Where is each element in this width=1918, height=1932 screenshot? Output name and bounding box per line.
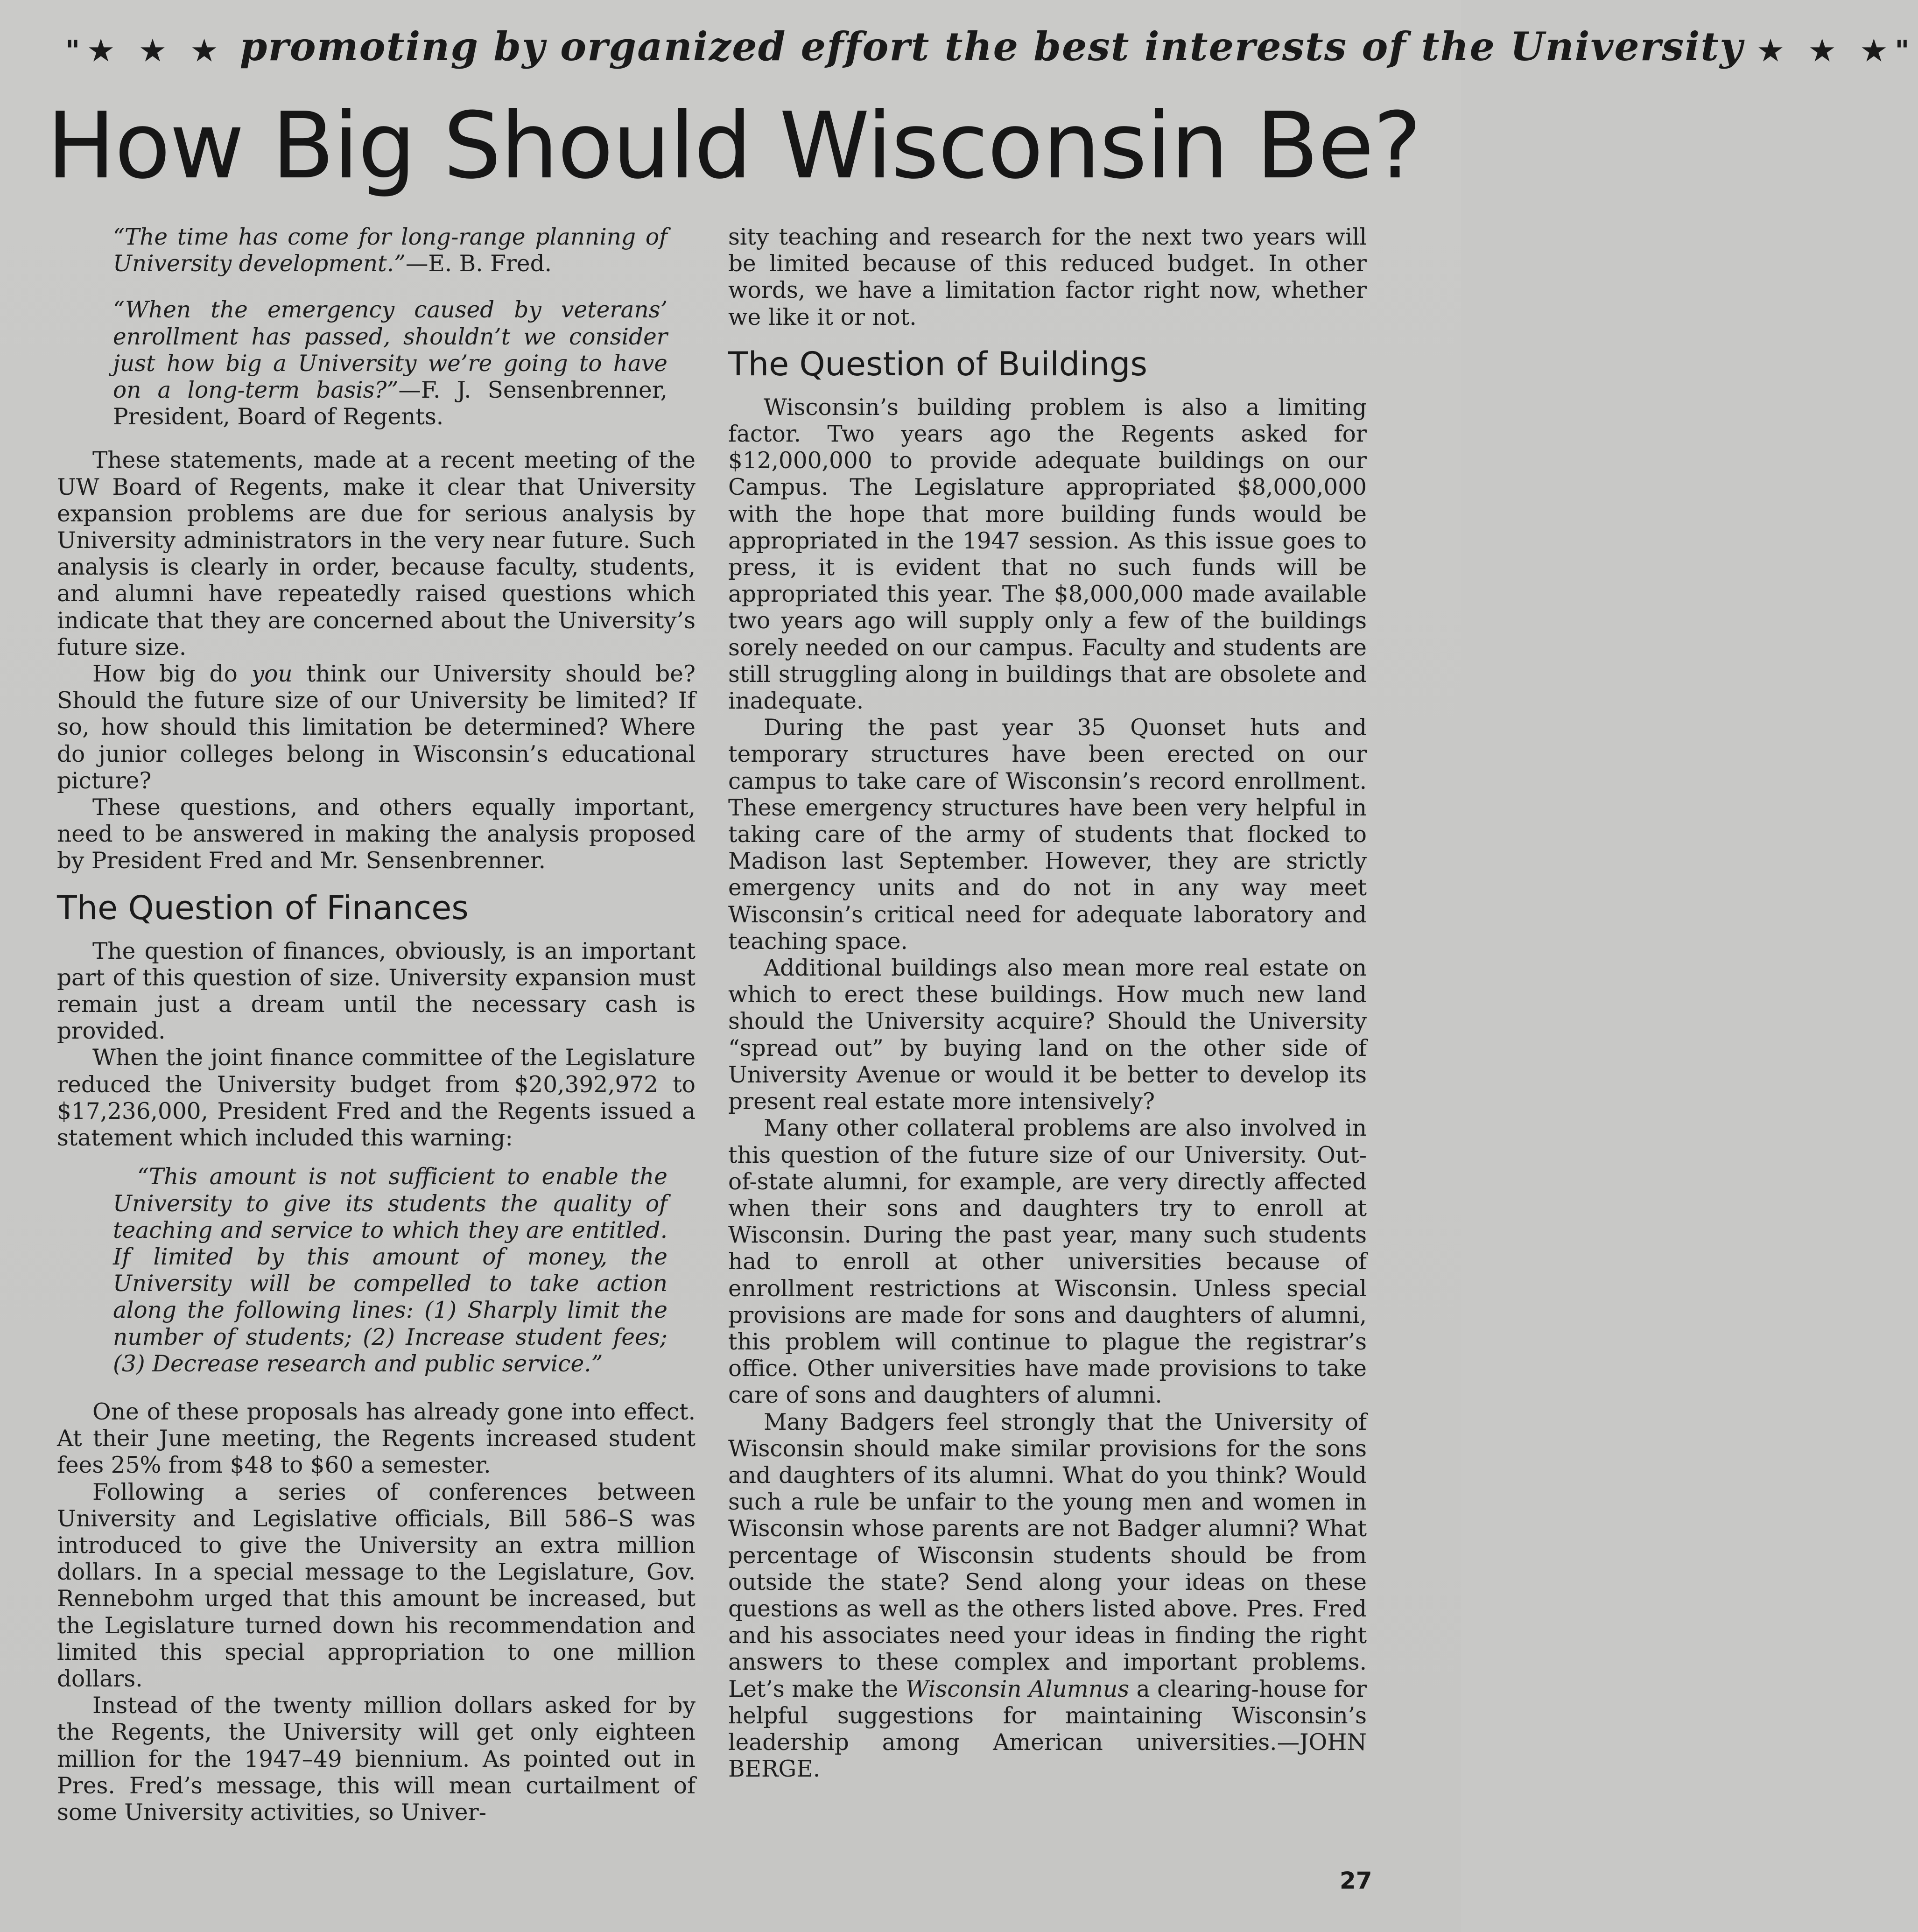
paragraph: Additional buildings also mean more real estate on which to erect these buildings. How much new land should the University acquire? Should the University “spread out” by buying land on the other side of University Avenue or would it be better to develop its present real estate more intensively?: [728, 955, 1367, 1115]
paragraph: The question of finances, obviously, is an important part of this question of size. University expansion must remain just a dream until the necessary cash is provided.: [57, 938, 696, 1045]
paragraph-part: a clearing-house for helpful suggestions for maintaining Wisconsin’s leadership among American universities.: [728, 1676, 1367, 1756]
emphasis-you: you: [251, 661, 293, 688]
paragraph: One of these proposals has already gone into effect. At their June meeting, the Regents increased student fees 25% from $48 to $60 a semester.: [57, 1398, 696, 1479]
paragraph: When the joint finance committee of the Legislature reduced the University budget from $20,392,972 to $17,236,000, President Fred and the Regents issued a statement which included this warning:: [57, 1045, 696, 1152]
quote-sensenbrenner: [113, 297, 667, 430]
tagline-text: promoting by organized effort the best interests of the University: [239, 23, 1743, 70]
page-number: 27: [1340, 1867, 1372, 1894]
quote-fred-attribution: —E. B. Fred.: [405, 251, 552, 277]
emphasis-publication-title: Wisconsin Alumnus: [905, 1676, 1130, 1702]
paragraph-part: How big do: [92, 661, 252, 688]
quote-fred-text: “The time has come for long-range planning of University development.”: [113, 224, 667, 277]
paragraph: Wisconsin’s building problem is also a limiting factor. Two years ago the Regents asked for $12,000,000 to provide adequate buildings on our Campus. The Legislature appropriated $8,000,000 with the hope that more building funds would be appropriated in the 1947 session. As this issue goes to press, it is evident that no such funds will be appropriated this year. The $8,000,000 made available two years ago will supply only a few of the buildings sorely needed on our campus. Faculty and students are still struggling along in buildings that are obsolete and inadequate.: [728, 394, 1367, 715]
paragraph-part: Many Badgers feel strongly that the University of Wisconsin should make similar provisions for the sons and daughters of its alumni. What do you think? Would such a rule be unfair to the young men and women in Wisconsin whose parents are not Badger alumni? What percentage of Wisconsin students should be from outside the state? Send along your ideas on these questions as well as the others listed above. Pres. Fred and his associates need your ideas in finding the right answers to these complex and important problems. Let’s make the: [728, 1409, 1367, 1702]
section-heading-buildings: The Question of Buildings: [728, 344, 1147, 383]
paragraph: Many other collateral problems are also involved in this question of the future size of our University. Out-of-state alumni, for example, are very directly affected when their sons and daughters try to enroll at Wisconsin. During the past year, many such students had to enroll at other universities because of enrollment restrictions at Wisconsin. Unless special provisions are made for sons and daughters of alumni, this problem will continue to plague the registrar’s office. Other universities have made provisions to take care of sons and daughters of alumni.: [728, 1115, 1367, 1409]
quote-sensenbrenner-text: “When the emergency caused by veterans’ enrollment has passed, shouldn’t we consider just how big a University we’re going to have on a long-term basis?”: [113, 297, 667, 404]
paragraph: Instead of the twenty million dollars asked for by the Regents, the University will get only eighteen million for the 1947–49 biennium. As pointed out in Pres. Fred’s message, this will mean curtailment of some University activities, so Univer-: [57, 1693, 696, 1826]
author-signature: —JOHN BERGE.: [728, 1729, 1367, 1783]
right-column: [728, 224, 1367, 1783]
paragraph: Following a series of conferences between University and Legislative officials, Bill 586–S was introduced to give the University an extra million dollars. In a special message to the Legislature, Gov. Rennebohm urged that this amount be increased, but the Legislature turned down his recommendation and limited this special appropriation to one million dollars.: [57, 1479, 696, 1692]
paragraph: These questions, and others equally important, need to be answered in making the analysis proposed by President Fred and Mr. Sensenbrenner.: [57, 794, 696, 874]
paragraph: During the past year 35 Quonset huts and temporary structures have been erected on our campus to take care of Wisconsin’s record enrollment. These emergency structures have been very helpful in taking care of the army of students that flocked to Madison last September. However, they are strictly emergency units and do not in any way meet Wisconsin’s critical need for adequate laboratory and teaching space.: [728, 715, 1367, 955]
article-headline: How Big Should Wisconsin Be?: [47, 93, 1421, 199]
quote-sensenbrenner-attribution: —F. J. Sensenbrenner, President, Board of Regents.: [113, 377, 667, 430]
paragraph-part: think our University should be? Should the future size of our University be limited? If so, how should this limitation be determined? Where do junior colleges belong in Wisconsin’s educational picture?: [57, 661, 696, 794]
paragraph: These statements, made at a recent meeting of the UW Board of Regents, make it clear that University expansion problems are due for serious analysis by University administrators in the very near future. Such analysis is clearly in order, because faculty, students, and alumni have repeatedly raised questions which indicate that they are concerned about the University’s future size.: [57, 447, 696, 660]
regents-warning-quote: “This amount is not sufficient to enable the University to give its students the quality of teaching and service to which they are entitled. If limited by this amount of money, the University will be compelled to take action along the following lines: (1) Sharply limit the number of students; (2) Increase student fees; (3) Decrease research and public service.”: [113, 1164, 667, 1377]
quote-fred: [113, 224, 667, 277]
masthead-tagline: [65, 23, 1918, 70]
tagline-open-stars: "★ ★ ★: [65, 35, 225, 67]
left-column: [57, 224, 696, 1826]
tagline-close-stars: ★ ★ ★": [1758, 35, 1918, 67]
paragraph: [728, 1409, 1367, 1783]
paragraph: [57, 661, 696, 794]
section-heading-finances: The Question of Finances: [57, 888, 469, 927]
paragraph-continued: sity teaching and research for the next two years will be limited because of this reduced budget. In other words, we have a limitation factor right now, whether we like it or not.: [728, 224, 1367, 330]
